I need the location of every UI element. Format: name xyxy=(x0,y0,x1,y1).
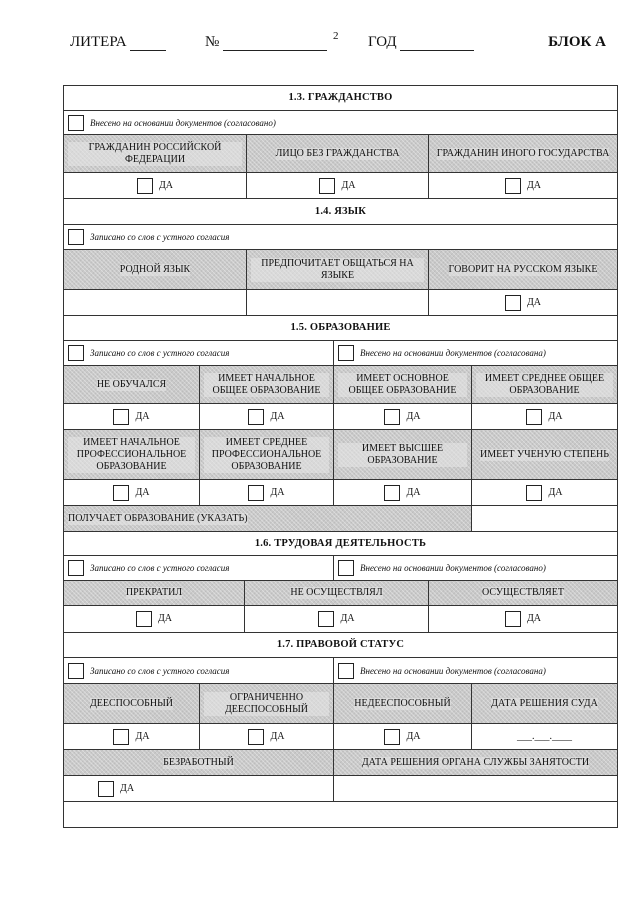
yes-cell xyxy=(199,724,333,749)
col-header-label: ДАТА РЕШЕНИЯ СУДА xyxy=(491,697,598,709)
col-header-label: ГРАЖДАНИН РОССИЙСКОЙ ФЕДЕРАЦИИ xyxy=(68,142,242,166)
yes-label: ДА xyxy=(270,486,285,498)
checkbox[interactable] xyxy=(526,485,542,501)
note-label: Записано со слов с устного согласия xyxy=(90,348,230,358)
checkbox[interactable] xyxy=(98,781,114,797)
header-row xyxy=(64,249,617,289)
checkbox[interactable] xyxy=(68,345,84,361)
section-title-row xyxy=(64,315,617,340)
checkbox[interactable] xyxy=(68,115,84,131)
col-header-education xyxy=(471,366,617,403)
checkbox[interactable] xyxy=(113,409,129,425)
note-cell xyxy=(64,556,333,580)
checkbox[interactable] xyxy=(505,295,521,311)
col-header-education xyxy=(199,366,333,403)
yes-cell xyxy=(199,480,333,505)
col-header-education xyxy=(64,366,199,403)
yes-cell xyxy=(199,404,333,429)
col-header-label: ГРАЖДАНИН ИНОГО ГОСУДАРСТВА xyxy=(436,147,610,159)
col-header-label: БЕЗРАБОТНЫЙ xyxy=(163,756,234,768)
col-header-label: ГОВОРИТ НА РУССКОМ ЯЗЫКЕ xyxy=(448,263,598,275)
yes-cell xyxy=(333,724,471,749)
checkbox[interactable] xyxy=(248,485,264,501)
col-header-label: ПРЕКРАТИЛ xyxy=(125,587,183,598)
yes-cell xyxy=(64,724,199,749)
section-title-legal-status: 1.7. ПРАВОВОЙ СТАТУС xyxy=(276,639,405,650)
studying-field[interactable] xyxy=(471,506,617,531)
note-row xyxy=(64,340,617,365)
court-date-blank: ___.___.____ xyxy=(517,730,572,742)
col-header-stateless xyxy=(246,135,428,172)
col-header-education xyxy=(199,430,333,479)
preferred-language-field[interactable] xyxy=(246,290,428,315)
note-cell xyxy=(333,556,617,580)
yes-row xyxy=(64,172,617,198)
empty-field[interactable] xyxy=(64,802,617,827)
checkbox[interactable] xyxy=(384,729,400,745)
yes-cell xyxy=(333,404,471,429)
checkbox[interactable] xyxy=(338,560,354,576)
col-header-foreign xyxy=(428,135,617,172)
checkbox[interactable] xyxy=(248,409,264,425)
yes-row xyxy=(64,479,617,505)
note-row xyxy=(64,657,617,683)
col-header-label: ОГРАНИЧЕННО ДЕЕСПОСОБНЫЙ xyxy=(204,692,329,716)
court-date-field[interactable] xyxy=(471,724,617,749)
col-header-ru-citizen xyxy=(64,135,246,172)
col-header-label: ИМЕЕТ СРЕДНЕЕ ОБЩЕЕ ОБРАЗОВАНИЕ xyxy=(476,373,613,397)
yes-label: ДА xyxy=(548,410,563,422)
yes-label: ДА xyxy=(406,410,421,422)
col-header-label: ИМЕЕТ УЧЕНУЮ СТЕПЕНЬ xyxy=(480,448,609,460)
yes-cell xyxy=(428,173,617,198)
yes-cell xyxy=(64,776,333,801)
header-row xyxy=(64,365,617,403)
section-title-row xyxy=(64,531,617,555)
yes-label: ДА xyxy=(157,613,173,624)
col-header-education xyxy=(333,430,471,479)
checkbox[interactable] xyxy=(113,729,129,745)
yes-label: ДА xyxy=(526,613,542,624)
col-header-education xyxy=(333,366,471,403)
yes-label: ДА xyxy=(135,486,150,498)
col-header-incapable xyxy=(333,684,471,723)
header-row xyxy=(64,683,617,723)
col-header-court-date xyxy=(471,684,617,723)
section-title-education: 1.5. ОБРАЗОВАНИЕ xyxy=(290,322,391,333)
checkbox[interactable] xyxy=(68,663,84,679)
yes-label: ДА xyxy=(270,730,285,742)
checkbox[interactable] xyxy=(136,611,152,627)
litera-label: ЛИТЕРА xyxy=(70,34,127,50)
note-cell xyxy=(333,658,617,683)
col-header-label: НЕДЕЕСПОСОБНЫЙ xyxy=(354,697,451,709)
col-header-capable xyxy=(64,684,199,723)
col-header-preferred-language xyxy=(246,250,428,289)
native-language-field[interactable] xyxy=(64,290,246,315)
note-cell xyxy=(64,341,333,365)
section-title-citizenship: 1.3. ГРАЖДАНСТВО xyxy=(288,92,393,103)
number-input-line[interactable] xyxy=(223,36,327,51)
block-label: БЛОК А xyxy=(548,34,606,50)
col-header-speaks-russian xyxy=(428,250,617,289)
col-header-stopped xyxy=(64,581,244,605)
yes-cell xyxy=(471,404,617,429)
yes-row xyxy=(64,403,617,429)
yes-label: ДА xyxy=(135,730,150,742)
checkbox[interactable] xyxy=(384,485,400,501)
note-row xyxy=(64,110,617,134)
checkbox[interactable] xyxy=(319,178,335,194)
col-header-label: ПРЕДПОЧИТАЕТ ОБЩАТЬСЯ НА ЯЗЫКЕ xyxy=(251,258,424,282)
studying-label: ПОЛУЧАЕТ ОБРАЗОВАНИЕ (УКАЗАТЬ) xyxy=(68,512,248,524)
header-row xyxy=(64,580,617,605)
note-label: Записано со слов с устного согласия xyxy=(90,665,230,676)
col-header-label: ДЕЕСПОСОБНЫЙ xyxy=(89,697,174,709)
yes-label: ДА xyxy=(406,730,421,742)
note-label: Записано со слов с устного согласия xyxy=(90,232,230,242)
year-label: ГОД xyxy=(368,34,397,50)
number-label: № xyxy=(205,34,220,50)
section-title-language: 1.4. ЯЗЫК xyxy=(314,205,367,217)
col-header-label: НЕ ОСУЩЕСТВЛЯЛ xyxy=(290,587,383,598)
col-header-label: ЛИЦО БЕЗ ГРАЖДАНСТВА xyxy=(275,147,400,159)
yes-cell xyxy=(64,173,246,198)
col-header-working xyxy=(428,581,617,605)
checkbox[interactable] xyxy=(248,729,264,745)
note-label: Внесено на основании документов (согласована) xyxy=(360,665,546,676)
checkbox[interactable] xyxy=(526,409,542,425)
note-label: Записано со слов с устного согласия xyxy=(90,563,230,573)
checkbox[interactable] xyxy=(68,229,84,245)
section-title-row xyxy=(64,198,617,224)
yes-row xyxy=(64,605,617,632)
page-number: 2 xyxy=(333,30,339,42)
employment-date-field[interactable] xyxy=(333,776,617,801)
section-title-work: 1.6. ТРУДОВАЯ ДЕЯТЕЛЬНОСТЬ xyxy=(254,537,427,549)
yes-cell xyxy=(428,606,617,632)
yes-label: ДА xyxy=(158,179,174,191)
col-header-education xyxy=(471,430,617,479)
note-cell xyxy=(333,341,617,365)
col-header-label: ИМЕЕТ НАЧАЛЬНОЕ ОБЩЕЕ ОБРАЗОВАНИЕ xyxy=(204,373,329,397)
yes-label: ДА xyxy=(135,410,150,422)
yes-label: ДА xyxy=(526,179,542,191)
yes-label: ДА xyxy=(341,179,356,191)
yes-cell xyxy=(64,480,199,505)
section-title-row xyxy=(64,632,617,657)
language-values-row xyxy=(64,289,617,315)
note-row xyxy=(64,555,617,580)
yes-label: ДА xyxy=(406,486,421,498)
yes-label: ДА xyxy=(526,296,542,308)
yes-row xyxy=(64,723,617,749)
col-header-education xyxy=(64,430,199,479)
yes-row xyxy=(64,775,617,801)
col-header-limited-capable xyxy=(199,684,333,723)
yes-cell xyxy=(64,404,199,429)
note-row xyxy=(64,224,617,249)
yes-cell xyxy=(246,173,428,198)
form-table xyxy=(63,85,618,828)
checkbox[interactable] xyxy=(318,611,334,627)
yes-cell xyxy=(428,290,617,315)
yes-cell xyxy=(244,606,428,632)
col-header-label: ИМЕЕТ ОСНОВНОЕ ОБЩЕЕ ОБРАЗОВАНИЕ xyxy=(338,373,467,397)
checkbox[interactable] xyxy=(338,663,354,679)
checkbox[interactable] xyxy=(505,611,521,627)
col-header-label: ОСУЩЕСТВЛЯЕТ xyxy=(482,587,564,598)
studying-label-cell xyxy=(64,506,471,531)
litera-input-line[interactable] xyxy=(130,36,166,51)
litera-field[interactable] xyxy=(70,34,166,51)
section-title-row xyxy=(64,86,617,110)
checkbox[interactable] xyxy=(338,345,354,361)
yes-label: ДА xyxy=(340,613,355,624)
col-header-never-worked xyxy=(244,581,428,605)
note-cell xyxy=(64,111,617,134)
year-input-line[interactable] xyxy=(400,36,474,51)
col-header-label: НЕ ОБУЧАЛСЯ xyxy=(96,378,167,390)
header-row xyxy=(64,429,617,479)
col-header-label: ДАТА РЕШЕНИЯ ОРГАНА СЛУЖБЫ ЗАНЯТОСТИ xyxy=(361,756,590,768)
col-header-label: ИМЕЕТ НАЧАЛЬНОЕ ПРОФЕССИОНАЛЬНОЕ ОБРАЗОВАНИЕ xyxy=(68,437,195,473)
header-row xyxy=(64,134,617,172)
empty-row xyxy=(64,801,617,827)
checkbox[interactable] xyxy=(137,178,153,194)
yes-label: ДА xyxy=(548,486,563,498)
yes-cell xyxy=(333,480,471,505)
yes-label: ДА xyxy=(270,410,285,422)
note-label: Внесено на основании документов (согласовано) xyxy=(90,117,276,128)
yes-cell xyxy=(64,606,244,632)
employment-header-row xyxy=(64,749,617,775)
number-field[interactable] xyxy=(205,34,327,51)
col-header-employment-date xyxy=(333,750,617,775)
studying-row xyxy=(64,505,617,531)
checkbox[interactable] xyxy=(68,560,84,576)
year-field[interactable] xyxy=(368,34,474,51)
note-cell xyxy=(64,225,617,249)
yes-label: ДА xyxy=(120,782,135,794)
note-label: Внесено на основании документов (согласовано) xyxy=(360,563,546,573)
checkbox[interactable] xyxy=(113,485,129,501)
col-header-native-language xyxy=(64,250,246,289)
col-header-label: ИМЕЕТ ВЫСШЕЕ ОБРАЗОВАНИЕ xyxy=(338,443,467,467)
col-header-unemployed xyxy=(64,750,333,775)
checkbox[interactable] xyxy=(505,178,521,194)
yes-cell xyxy=(471,480,617,505)
note-label: Внесено на основании документов (согласована) xyxy=(360,348,546,358)
note-cell xyxy=(64,658,333,683)
checkbox[interactable] xyxy=(384,409,400,425)
col-header-label: РОДНОЙ ЯЗЫК xyxy=(119,263,191,275)
col-header-label: ИМЕЕТ СРЕДНЕЕ ПРОФЕССИОНАЛЬНОЕ ОБРАЗОВАНИЕ xyxy=(204,437,329,473)
